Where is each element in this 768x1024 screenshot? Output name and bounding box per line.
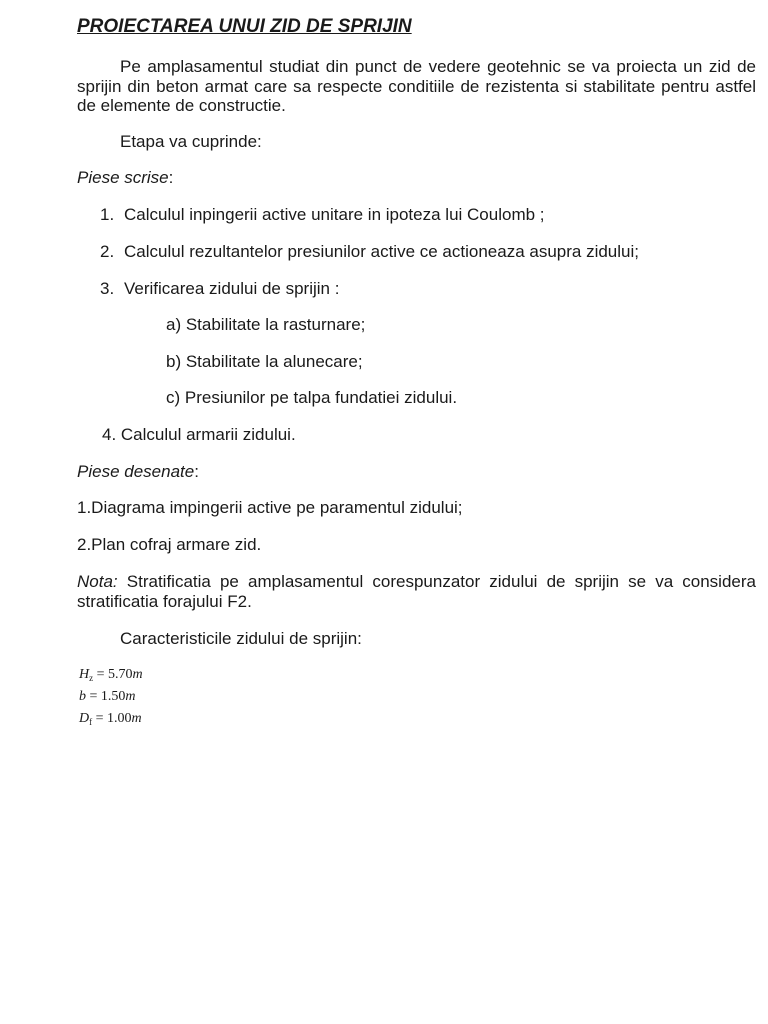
parameter-value: 1.50 — [100, 689, 126, 704]
piese-scrise-heading: Piese scrise: — [77, 168, 174, 187]
parameter-subscript: f — [89, 717, 93, 727]
parameter-unit: m — [132, 667, 143, 682]
list-item: 4. Calculul armarii zidului. — [102, 425, 296, 444]
sub-list-item: c) Presiunilor pe talpa fundatiei zidului. — [166, 388, 458, 407]
sub-list-item: a) Stabilitate la rasturnare; — [166, 315, 366, 334]
piese-desenate-heading: Piese desenate: — [77, 462, 199, 481]
nota-paragraph — [77, 572, 756, 611]
piese-scrise-label: Piese scrise — [77, 168, 169, 187]
etapa-line: Etapa va cuprinde: — [120, 132, 262, 151]
parameter-value: 5.70 — [108, 667, 133, 682]
list-item-number: 2. — [100, 242, 115, 261]
parameter-symbol: H — [79, 667, 90, 682]
drawing-item: 1.Diagrama impingerii active pe paramentul zidului; — [77, 498, 463, 517]
piese-desenate-label: Piese desenate — [77, 462, 195, 481]
nota-label: Nota: — [77, 572, 118, 591]
list-item-number: 1. — [100, 205, 115, 224]
parameter-unit: m — [131, 711, 142, 726]
intro-paragraph: Pe amplasamentul studiat din punct de vedere geotehnic se va proiecta un zid de sprijin din beton armat care sa respecte conditiile de rezistenta si stabilitate pentru astfel de elemente de constructie. — [77, 57, 756, 115]
parameter-symbol: D — [79, 711, 90, 726]
parameter-unit: m — [125, 689, 136, 704]
parameter-value: 1.00 — [107, 711, 132, 726]
parameter-b: b = 1.50m — [79, 689, 136, 704]
list-item — [100, 279, 740, 299]
parameter-subscript: z — [89, 673, 94, 683]
list-item-text: Verificarea zidului de sprijin : — [124, 279, 340, 298]
parameter-hz: $H_z = 5.70m$ — [79, 667, 143, 683]
document-title: PROIECTAREA UNUI ZID DE SPRIJIN — [77, 16, 412, 37]
list-item-text: Calculul rezultantelor presiunilor active ce actioneaza asupra zidului; — [124, 242, 639, 261]
sub-list-item: b) Stabilitate la alunecare; — [166, 352, 363, 371]
list-item — [100, 205, 740, 225]
list-item — [100, 242, 740, 262]
parameter-symbol: b — [79, 689, 86, 704]
nota-text: Stratificatia pe amplasamentul corespunzator zidului de sprijin se va considera stratificatia forajului F2. — [77, 572, 756, 611]
drawing-item: 2.Plan cofraj armare zid. — [77, 535, 262, 554]
list-item-number: 3. — [100, 279, 115, 298]
list-item-text: Calculul inpingerii active unitare in ipoteza lui Coulomb ; — [124, 205, 545, 224]
parameter-df: $D_f = 1.00m$ — [79, 711, 142, 727]
caracteristici-line: Caracteristicile zidului de sprijin: — [120, 629, 362, 648]
